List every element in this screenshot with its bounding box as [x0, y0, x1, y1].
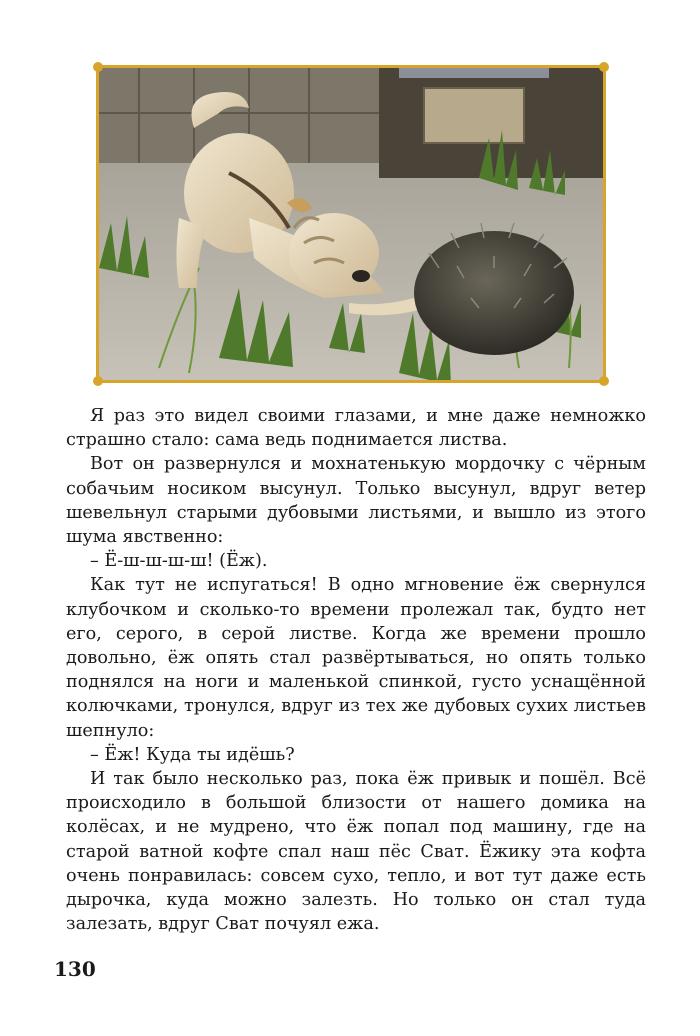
- paragraph: Я раз это видел своими глазами, и мне даже немножко страшно стало: сама ведь поднимается листва.: [66, 406, 646, 451]
- story-text: [66, 404, 646, 936]
- frame-corner-ornament: [93, 62, 103, 72]
- frame-corner-ornament: [93, 376, 103, 386]
- paragraph: И так было несколько раз, пока ёж привык и пошёл. Всё происходило в большой близости от нашего домика на колёсах, и не мудрено, что ёж попал под машину, где на старой ватной кофте спал наш пёс Сват. Ёжику эта кофта очень понравилась: совсем сухо, тепло, и вот тут даже есть дырочка, куда можно залезть. Но только он стал туда залезать, вдруг Сват почуял ежа.: [66, 769, 646, 935]
- frame-corner-ornament: [599, 62, 609, 72]
- photo-dog-and-hedgehog-icon: [99, 68, 603, 380]
- dialog-line: – Ёж! Куда ты идёшь?: [90, 744, 295, 765]
- illustration-frame: [96, 65, 606, 383]
- page-number: 130: [54, 957, 96, 981]
- paragraph: Как тут не испугаться! В одно мгновение ёж свернулся клубочком и сколько-то времени пролежал так, будто нет его, серого, в серой листве. Когда же времени прошло довольно, ёж опять стал развёртываться, но опять только поднялся на ноги и маленькой спинкой, густо уснащённой колючками, тронулся, вдруг из тех же дубовых сухих листьев шепнуло:: [66, 575, 646, 741]
- paragraph: Вот он развернулся и мохнатенькую мордочку с чёрным собачьим носиком высунул. Только высунул, вдруг ветер шевельнул старыми дубовыми листьями, и вышло из этого шума явственно:: [66, 454, 646, 548]
- dialog-line: – Ё-ш-ш-ш-ш! (Ёж).: [90, 551, 268, 572]
- frame-corner-ornament: [599, 376, 609, 386]
